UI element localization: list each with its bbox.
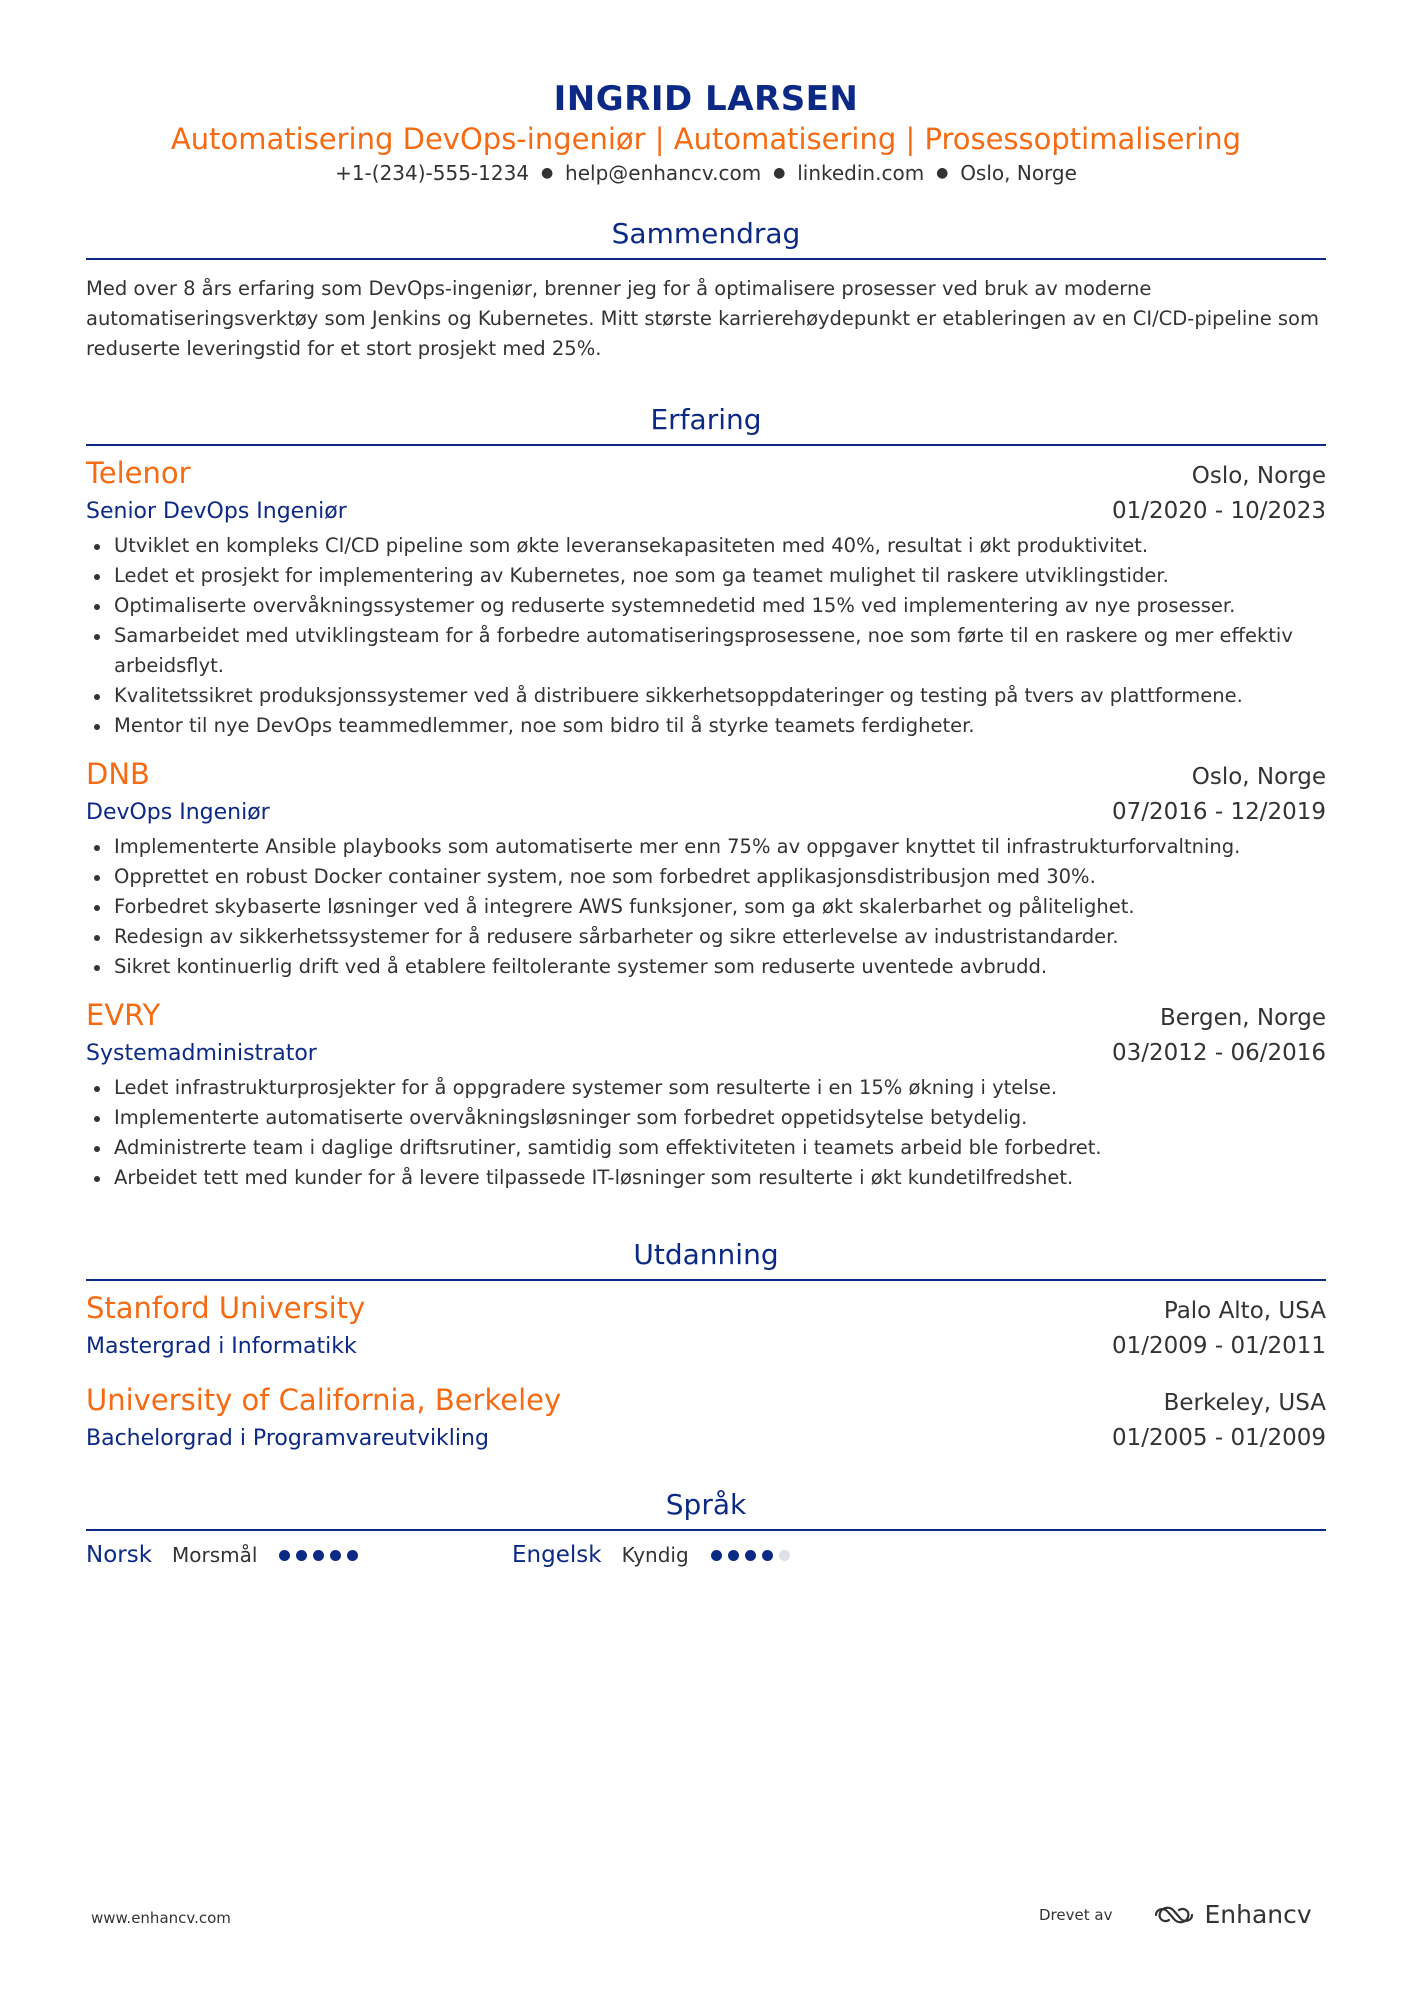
list-item [86, 1163, 1326, 1193]
bullet-separator-icon: ● [936, 165, 949, 181]
languages-section [86, 1485, 1326, 1573]
degree-name: Bachelorgrad i Programvareutvikling [86, 1426, 489, 1451]
rating-dot-empty [779, 1550, 790, 1561]
job-dates: 01/2020 - 10/2023 [1111, 498, 1326, 524]
job-dates: 03/2012 - 06/2016 [1111, 1040, 1326, 1066]
education-entry [86, 1289, 1326, 1365]
bullet-text: Implementerte Ansible playbooks som automatiserte mer enn 75% av oppgaver knyttet til infrastrukturforvaltning. [114, 835, 1241, 858]
education-dates: 01/2009 - 01/2011 [1111, 1333, 1326, 1359]
job-dates: 07/2016 - 12/2019 [1111, 799, 1326, 825]
list-item [86, 952, 1326, 982]
experience-entry [86, 454, 1326, 741]
achievement-list [86, 1073, 1326, 1193]
entry-header-row [86, 454, 1326, 493]
bullet-icon [94, 1146, 100, 1152]
list-item [86, 892, 1326, 922]
job-role: Systemadministrator [86, 1041, 317, 1066]
bullet-icon [94, 694, 100, 700]
company-name: EVRY [86, 998, 161, 1032]
school-location: Palo Alto, USA [1163, 1298, 1326, 1324]
rating-dot-filled [745, 1550, 756, 1561]
language-level: Morsmål [172, 1543, 258, 1567]
experience-entry [86, 996, 1326, 1193]
bullet-text: Redesign av sikkerhetssystemer for å redusere sårbarheter og sikre etterlevelse av industristandarder. [114, 925, 1119, 948]
language-list [86, 1537, 1326, 1573]
list-item [86, 531, 1326, 561]
section-heading-summary: Sammendrag [611, 217, 801, 250]
entry-subheader-row [86, 794, 1326, 831]
contact-location: Oslo, Norge [960, 161, 1077, 185]
achievement-list [86, 832, 1326, 982]
bullet-text: Ledet et prosjekt for implementering av Kubernetes, noe som ga teamet mulighet til raskere utviklingstider. [114, 564, 1169, 587]
bullet-text: Administrerte team i daglige driftsrutiner, samtidig som effektiviteten i teamets arbeid ble forbedret. [114, 1136, 1102, 1159]
experience-section [86, 400, 1326, 1193]
contact-phone: +1-(234)-555-1234 [335, 161, 530, 185]
bullet-separator-icon: ● [773, 165, 786, 181]
entry-subheader-row [86, 493, 1326, 530]
school-name: University of California, Berkeley [86, 1383, 562, 1417]
footer-branding [1039, 1900, 1312, 1930]
entry-header-row [86, 996, 1326, 1035]
list-item [86, 1133, 1326, 1163]
bullet-text: Arbeidet tett med kunder for å levere tilpassede IT-løsninger som resulterte i økt kundetilfredshet. [114, 1166, 1074, 1189]
bullet-text: Sikret kontinuerlig drift ved å etablere feiltolerante systemer som reduserte uventede avbrudd. [114, 955, 1048, 978]
list-item [86, 1073, 1326, 1103]
list-item [86, 1103, 1326, 1133]
degree-name: Mastergrad i Informatikk [86, 1334, 357, 1359]
bullet-text: Optimaliserte overvåkningssystemer og reduserte systemnedetid med 15% ved implementering av nye prosesser. [114, 594, 1236, 617]
proficiency-dots [279, 1550, 358, 1561]
candidate-name: INGRID LARSEN [553, 79, 859, 119]
footer-website[interactable]: www.enhancv.com [91, 1909, 231, 1927]
summary-section [86, 214, 1326, 364]
section-heading-languages: Språk [665, 1488, 747, 1521]
rating-dot-filled [313, 1550, 324, 1561]
rating-dot-filled [347, 1550, 358, 1561]
bullet-text: Samarbeidet med utviklingsteam for å forbedre automatiseringsprosessene, noe som førte til en raskere og mer effektiv arbeidsflyt. [114, 624, 1293, 677]
education-section [86, 1235, 1326, 1457]
enhancv-logo-icon [1152, 1903, 1196, 1927]
section-heading-experience: Erfaring [650, 403, 762, 436]
entry-subheader-row [86, 1035, 1326, 1072]
job-location: Bergen, Norge [1159, 1005, 1326, 1031]
section-divider [86, 444, 1326, 446]
powered-by-label: Drevet av [1039, 1906, 1113, 1924]
list-item [86, 711, 1326, 741]
language-item [512, 1537, 790, 1573]
list-item [86, 832, 1326, 862]
language-name: Engelsk [512, 1542, 602, 1568]
entry-header-row [86, 755, 1326, 794]
bullet-text: Ledet infrastrukturprosjekter for å oppgradere systemer som resulterte i en 15% økning i ytelse. [114, 1076, 1058, 1099]
bullet-separator-icon: ● [540, 165, 554, 181]
achievement-list [86, 531, 1326, 741]
rating-dot-filled [296, 1550, 307, 1561]
rating-dot-filled [762, 1550, 773, 1561]
language-level: Kyndig [621, 1543, 689, 1567]
bullet-text: Kvalitetssikret produksjonssystemer ved å distribuere sikkerhetsoppdateringer og testing på tvers av plattformene. [114, 684, 1243, 707]
bullet-icon [94, 544, 100, 550]
bullet-text: Utviklet en kompleks CI/CD pipeline som økte leveransekapasiteten med 40%, resultat i økt produktivitet. [114, 534, 1149, 557]
resume-content [86, 76, 1326, 1573]
bullet-icon [94, 604, 100, 610]
language-item [86, 1537, 512, 1573]
list-item [86, 922, 1326, 952]
section-heading-education: Utdanning [633, 1238, 779, 1271]
bullet-icon [94, 1116, 100, 1122]
section-divider [86, 1279, 1326, 1281]
contact-email[interactable]: help@enhancv.com [565, 161, 762, 185]
bullet-icon [94, 634, 100, 640]
education-dates: 01/2005 - 01/2009 [1111, 1425, 1326, 1451]
list-item [86, 862, 1326, 892]
rating-dot-filled [711, 1550, 722, 1561]
bullet-icon [94, 875, 100, 881]
bullet-icon [94, 724, 100, 730]
company-name: DNB [86, 757, 150, 791]
candidate-title: Automatisering DevOps-ingeniør | Automatisering | Prosessoptimalisering [170, 122, 1242, 156]
brand-name: Enhancv [1204, 1900, 1312, 1929]
section-divider [86, 1529, 1326, 1531]
bullet-icon [94, 1176, 100, 1182]
brand-link[interactable] [1152, 1900, 1311, 1930]
bullet-icon [94, 845, 100, 851]
company-name: Telenor [86, 456, 191, 490]
list-item [86, 621, 1326, 681]
rating-dot-filled [330, 1550, 341, 1561]
bullet-text: Implementerte automatiserte overvåkningsløsninger som forbedret oppetidsytelse betydelig. [114, 1106, 1028, 1129]
bullet-icon [94, 905, 100, 911]
job-location: Oslo, Norge [1191, 463, 1326, 489]
job-location: Oslo, Norge [1191, 764, 1326, 790]
list-item [86, 681, 1326, 711]
entry-header-row [86, 1381, 1326, 1420]
entry-subheader-row [86, 1328, 1326, 1365]
rating-dot-filled [279, 1550, 290, 1561]
rating-dot-filled [728, 1550, 739, 1561]
bullet-icon [94, 574, 100, 580]
bullet-text: Forbedret skybaserte løsninger ved å integrere AWS funksjoner, som ga økt skalerbarhet og pålitelighet. [114, 895, 1135, 918]
language-name: Norsk [86, 1542, 153, 1568]
contact-line [86, 158, 1326, 188]
bullet-text: Opprettet en robust Docker container system, noe som forbedret applikasjonsdistribusjon med 30%. [114, 865, 1096, 888]
contact-linkedin[interactable]: linkedin.com [797, 161, 925, 185]
bullet-text: Mentor til nye DevOps teammedlemmer, noe som bidro til å styrke teamets ferdigheter. [114, 714, 975, 737]
resume-header [86, 76, 1326, 188]
experience-entry [86, 755, 1326, 982]
list-item [86, 591, 1326, 621]
summary-text: Med over 8 års erfaring som DevOps-ingeniør, brenner jeg for å optimalisere prosesser ved bruk av moderne automatiseringsverktøy som Jenkins og Kubernetes. Mitt største karrierehøydepunkt er etableringen av en CI/CD-pipeline som reduserte leveringstid for et stort prosjekt med 25%. [86, 277, 1319, 360]
school-name: Stanford University [86, 1291, 366, 1325]
list-item [86, 561, 1326, 591]
job-role: DevOps Ingeniør [86, 800, 270, 825]
entry-subheader-row [86, 1420, 1326, 1457]
section-divider [86, 258, 1326, 260]
proficiency-dots [711, 1550, 790, 1561]
bullet-icon [94, 935, 100, 941]
job-role: Senior DevOps Ingeniør [86, 499, 347, 524]
education-entry [86, 1381, 1326, 1457]
bullet-icon [94, 965, 100, 971]
school-location: Berkeley, USA [1163, 1390, 1326, 1416]
bullet-icon [94, 1086, 100, 1092]
entry-header-row [86, 1289, 1326, 1328]
